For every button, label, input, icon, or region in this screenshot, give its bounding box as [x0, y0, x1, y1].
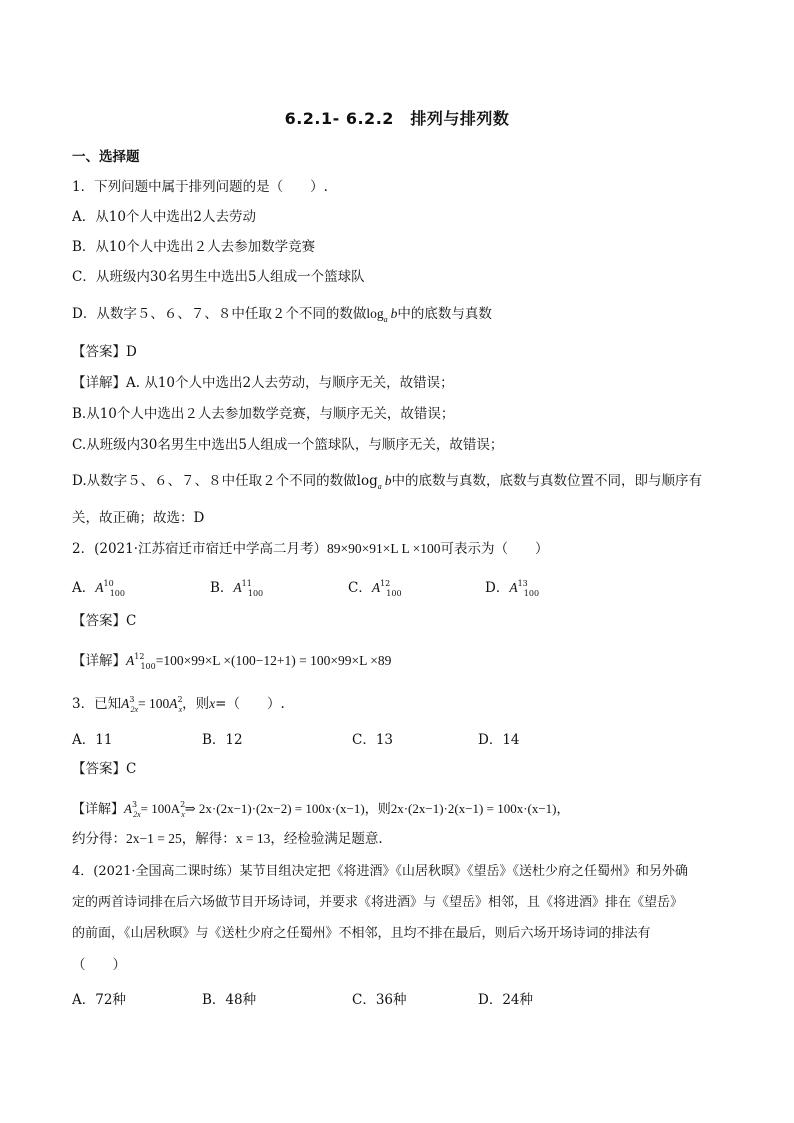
q3-explain-prefix: 【详解】: [72, 802, 125, 817]
q1-explain-4: [72, 472, 702, 496]
q1-option-b: B．从10个人中选出２人去参加数学竞赛: [72, 239, 316, 255]
q3-answer: 【答案】C: [72, 761, 137, 777]
perm-sup: 12: [380, 579, 391, 588]
q3-explain-2: [72, 830, 383, 848]
q1-answer: 【答案】D: [72, 344, 137, 360]
q2-option-a-label: A．: [72, 580, 96, 596]
perm-symbol: A: [95, 580, 104, 595]
q2-stem-suffix: 可表示为（ ）: [440, 541, 549, 557]
page-title: 6.2.1- 6.2.2 排列与排列数: [284, 109, 510, 128]
q2-explain: [72, 648, 391, 676]
perm-sub: 2x: [130, 705, 138, 714]
q2-option-d: [485, 576, 539, 598]
perm-symbol: A: [124, 801, 132, 816]
perm-sup: 2: [180, 800, 186, 809]
q3-explain: [72, 796, 570, 824]
q4-stem-line-1: 4．(2021·全国高二课时练）某节目组决定把《将进酒》《山居秋暝》《望岳》《送杜少府之任蜀州》和另外确: [72, 864, 689, 879]
q2-answer: 【答案】C: [72, 613, 137, 629]
q1-explain-5: 关，故正确；故选：D: [72, 510, 205, 526]
perm-symbol: A: [121, 696, 130, 711]
q4-option-d: D．24种: [478, 992, 534, 1008]
perm-sup: 3: [131, 800, 138, 809]
q3-option-a: A．11: [72, 732, 113, 748]
q1-option-a: A．从10个人中选出2人去劳动: [72, 209, 257, 225]
q2-explain-prefix: 【详解】: [72, 653, 126, 669]
q3-option-c: C．13: [352, 732, 394, 748]
q1-explain-3: C.从班级内30名男生中选出5人组成一个篮球队，与顺序无关，故错误；: [72, 437, 504, 453]
q3-explain-2-middle: ，解得：: [181, 831, 236, 847]
perm-symbol: A: [233, 580, 242, 595]
q3-explain-middle: ，则: [364, 802, 391, 817]
q4-stem-line-4: （ ）: [72, 957, 126, 973]
q1-option-d: [72, 305, 492, 329]
log-base: a: [383, 315, 388, 324]
perm-sub: 2x: [133, 810, 141, 819]
perm-symbol: A: [371, 580, 381, 595]
q3-explain-2-prefix: 约分得：: [72, 831, 126, 847]
q2-option-a: [72, 576, 125, 598]
q1-option-c: C．从班级内30名男生中选出5人组成一个篮球队: [72, 269, 365, 285]
q2-option-d-label: D．: [485, 580, 510, 596]
q1-explain-4-suffix: 中的底数与真数，底数与真数位置不同，即与顺序有: [391, 473, 702, 489]
q3-explain-2-expr: 2x−1 = 25: [126, 831, 182, 846]
q2-explain-expr: =100×99×L ×(100−12+1) = 100×99×L ×89: [155, 653, 392, 668]
q3-explain-expr: = 100A: [140, 801, 181, 816]
q2-stem: [72, 540, 548, 558]
perm-sup: 2: [177, 695, 183, 704]
perm-sub: 100: [140, 662, 156, 671]
q3-stem-expr: = 100: [138, 696, 170, 711]
section-heading: 一、选择题: [72, 149, 140, 165]
perm-sub: 100: [386, 589, 402, 598]
perm-sup: 3: [129, 695, 135, 704]
perm-sup: 13: [517, 579, 528, 588]
q4-stem-line-2: 定的两首诗词排在后六场做节目开场诗词，并要求《将进酒》与《望岳》相邻，且《将进酒》排在《望岳》: [72, 895, 684, 910]
q2-option-c: [348, 576, 402, 598]
q3-explain-end: ，: [556, 802, 570, 817]
q4-option-c: C．36种: [352, 992, 407, 1008]
q3-stem: [72, 691, 285, 719]
log-base-2: a: [377, 482, 382, 491]
q3-stem-prefix: 3．已知: [72, 696, 122, 712]
log-arg: b: [390, 306, 398, 321]
q1-explain-4-prefix: D.从数字５、６、７、８中任取２个不同的数做: [72, 473, 357, 489]
perm-sub: 100: [247, 589, 264, 598]
q3-explain-2-expr-2: x = 13: [235, 831, 271, 846]
q2-stem-expr: 89×90×91×L L ×100: [327, 541, 441, 556]
q3-explain-expr-2: ⇒ 2x·(2x−1)·(2x−2) = 100x·(x−1): [184, 801, 365, 816]
perm-sub: x: [178, 705, 183, 714]
q3-stem-var: x: [209, 696, 216, 711]
perm-sub: 100: [109, 589, 125, 598]
q4-stem-line-3: 的前面，《山居秋暝》与《送杜少府之任蜀州》不相邻，且均不排在最后，则后六场开场诗词的排法有: [72, 926, 651, 941]
perm-sub: x: [181, 810, 185, 819]
log-symbol-2: log: [356, 473, 378, 489]
q1-explain-2: B.从10个人中选出２人去参加数学竞赛，与顺序无关，故错误；: [72, 406, 455, 422]
log-symbol: log: [366, 306, 384, 321]
q2-option-b-label: B．: [210, 580, 234, 596]
q3-explain-expr-3: 2x·(2x−1)·2(x−1) = 100x·(x−1): [390, 801, 557, 816]
q3-explain-2-suffix: ，经检验满足题意.: [270, 831, 383, 847]
q3-option-b: B．12: [202, 732, 243, 748]
q4-option-a: A．72种: [72, 992, 126, 1008]
perm-sup: 11: [241, 579, 252, 588]
log-arg-2: b: [384, 473, 392, 488]
perm-sub: 100: [523, 589, 540, 598]
q2-option-b: [210, 576, 263, 598]
q2-stem-prefix: 2．(2021·江苏宿迁市宿迁中学高二月考）: [72, 541, 328, 557]
q1-option-d-prefix: D．从数字５、６、７、８中任取２个不同的数做: [72, 306, 367, 322]
perm-symbol: A: [169, 696, 178, 711]
q1-option-d-suffix: 中的底数与真数: [397, 306, 492, 322]
q1-stem: 1．下列问题中属于排列问题的是（ ）.: [72, 179, 328, 195]
perm-symbol: A: [126, 653, 135, 668]
q3-stem-middle: ，则: [182, 696, 210, 712]
q1-explain-1: 【详解】A. 从10个人中选出2人去劳动，与顺序无关，故错误；: [72, 375, 454, 391]
q4-option-b: B．48种: [202, 992, 257, 1008]
perm-sup: 12: [134, 652, 145, 661]
q3-stem-suffix: =（ ）.: [215, 696, 285, 712]
perm-symbol: A: [509, 580, 518, 595]
q2-option-c-label: C．: [348, 580, 372, 596]
q3-option-d: D．14: [478, 732, 520, 748]
perm-sup: 10: [103, 579, 114, 588]
